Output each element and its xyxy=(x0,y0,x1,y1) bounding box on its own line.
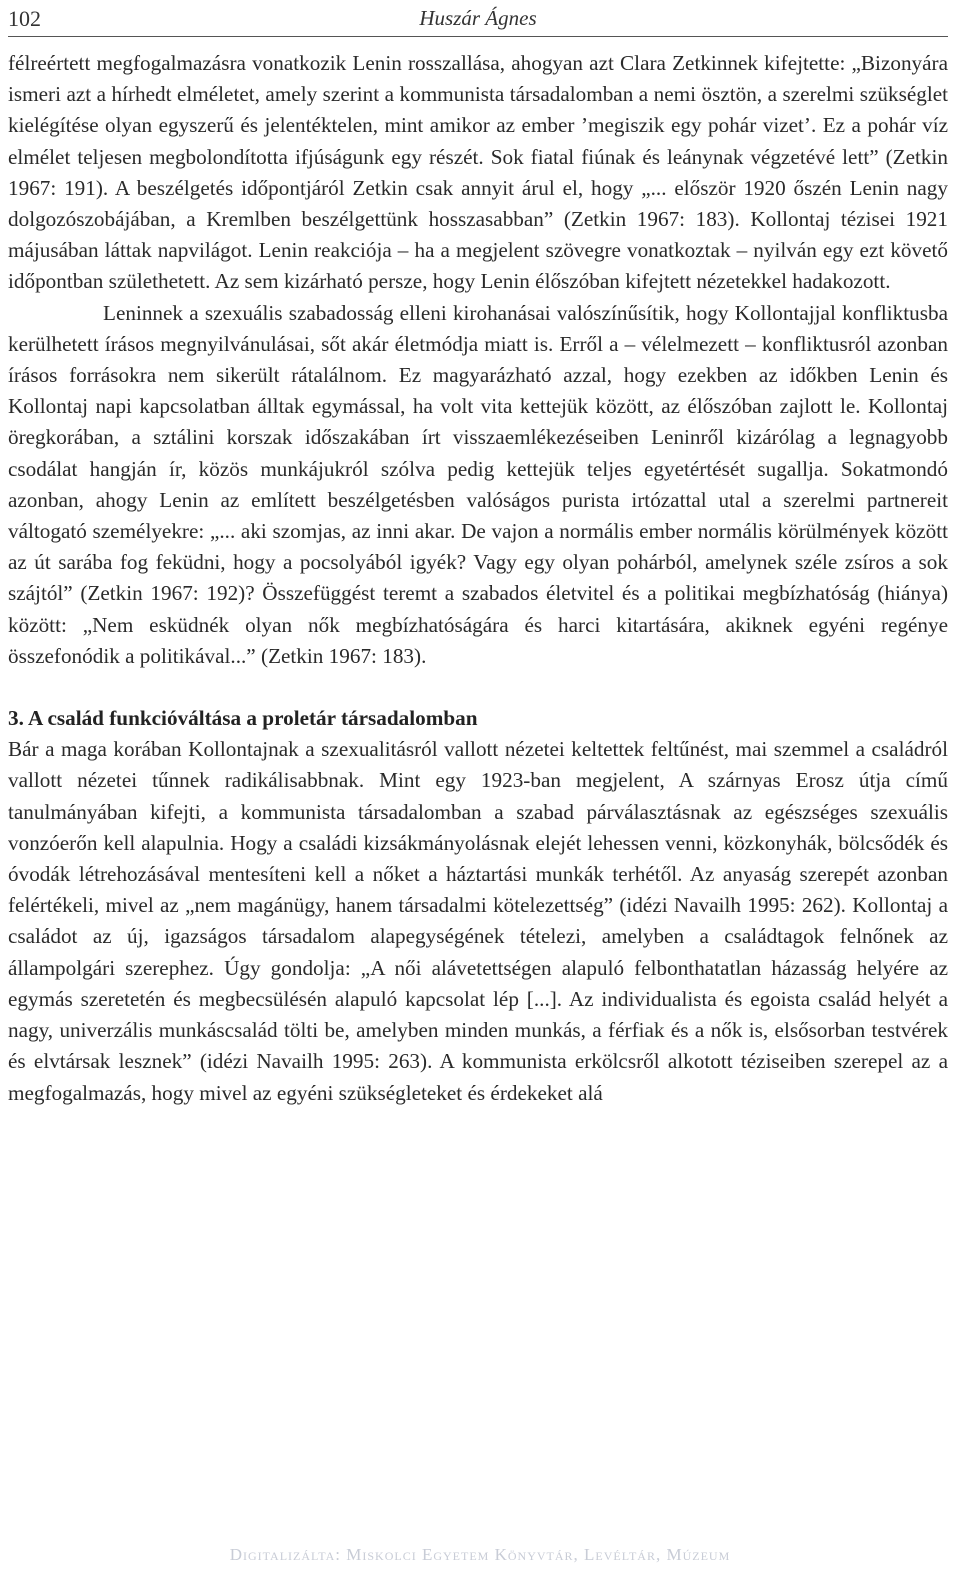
body-text xyxy=(8,48,948,1109)
running-head xyxy=(8,4,948,34)
header-rule xyxy=(8,36,948,37)
paragraph-1: félreértett megfogalmazásra vonatkozik Lenin rosszallása, ahogyan azt Clara Zetkinnek kifejtette: „Bizonyára ismeri azt a hírhedt elméletet, amely szerint a kommunista társadalomban a nemi ösztön, a szerelmi szükséglet kielégítése olyan egyszerű és jelentéktelen, mint amikor az ember ’megiszik egy pohár vizet’. Ez a pohár víz elmélet teljesen megbolondította ifjúságunk egy részét. Sok fiatal fiúnak és leánynak végzetévé lett” (Zetkin 1967: 191). A beszélgetés időpontjáról Zetkin csak annyit árul el, hogy „... először 1920 őszén Lenin nagy dolgozószobájában, a Kremlben beszélgettünk hosszasabban” (Zetkin 1967: 183). Kollontaj tézisei 1921 májusában láttak napvilágot. Lenin reakciója – ha a megjelent szövegre vonatkoztak – nyilván egy ezt követő időpontban születhetett. Az sem kizárható persze, hogy Lenin élőszóban kifejtett nézetekkel hadakozott. xyxy=(8,51,948,294)
section-heading: 3. A család funkcióváltása a proletár társadalomban xyxy=(8,706,478,731)
page-number: 102 xyxy=(8,6,41,31)
paragraph-2: Leninnek a szexuális szabadosság elleni kirohanásai valószínűsítik, hogy Kollontajjal konfliktusba kerülhetett írásos megnyilvánulásai, sőt akár életmódja miatt is. Erről a – vélelmezett – konfliktusról azonban írásos forrásokra nem sikerült rátalálnom. Ez magyarázható azzal, hogy ezekben az időkben Lenin és Kollontaj napi kapcsolatban álltak egymással, ha volt vita kettejük között, az élőszóban zajlott le. Kollontaj öregkorában, a sztálini korszak időszakában írt visszaemlékezéseiben Leninről kizárólag a legnagyobb csodálat hangján ír, közös munkájukról szólva pedig kettejük teljes egyetértését sugallja. Sokatmondó azonban, ahogy Lenin az említett beszélgetésben valóságos purista irtózattal utal a szerelmi partnereit váltogató személyekre: „... aki szomjas, az inni akar. De vajon a normális ember normális körülmények között az út sarába fog feküdni, hogy a pocsolyából igyék? Vagy egy olyan pohárból, amelynek széle zsíros a sok szájtól” (Zetkin 1967: 192)? Összefüggést teremt a szabados életvitel és a politikai megbízhatóság (hiánya) között: „Nem esküdnék olyan nők megbízhatóságára és harci kitartására, akiknek egyéni regénye összefonódik a politikával...” (Zetkin 1967: 183). xyxy=(8,300,948,668)
digitization-stamp: Digitalizálta: Miskolci Egyetem Könyvtár, Levéltár, Múzeum xyxy=(229,1545,731,1564)
paragraph-3: Bár a maga korában Kollontajnak a szexualitásról vallott nézetei keltettek feltűnést, mai szemmel a családról vallott nézetei tűnnek radikálisabbnak. Mint egy 1923-ban megjelent, A szárnyas Erosz útja című tanulmányában kifejti, a kommunista társadalomban a szabad párválasztásnak az egészséges szexuális vonzóerőn kell alapulnia. Hogy a családi kizsákmányolásnak elejét lehessen venni, közkonyhák, bölcsődék és óvodák létrehozásával mentesíteni kell a nőket a háztartási munkák terhétől. Az anyaság szerepét azonban felértékeli, mivel az „nem magánügy, hanem társadalmi kötelezettség” (idézi Navailh 1995: 262). Kollontaj a családot az új, igazságos társadalom alapegységének tételezi, amelyben a családtagok felnőnek az állampolgári szerephez. Úgy gondolja: „A női alávetettségen alapuló felbonthatatlan házasság helyére az egymás szeretetén és megbecsülésén alapuló kapcsolat lép [...]. Az individualista és egoista család helyét a nagy, univerzális munkáscsalád tölti be, amelyben minden munkás, a férfiak és a nők is, elsősorban testvérek és elvtársak lesznek” (idézi Navailh 1995: 263). A kommunista erkölcsről alkotott téziseiben szerepel az a megfogalmazás, hogy mivel az egyéni szükségleteket és érdekeket alá xyxy=(8,737,948,1105)
running-title: Huszár Ágnes xyxy=(419,6,537,30)
